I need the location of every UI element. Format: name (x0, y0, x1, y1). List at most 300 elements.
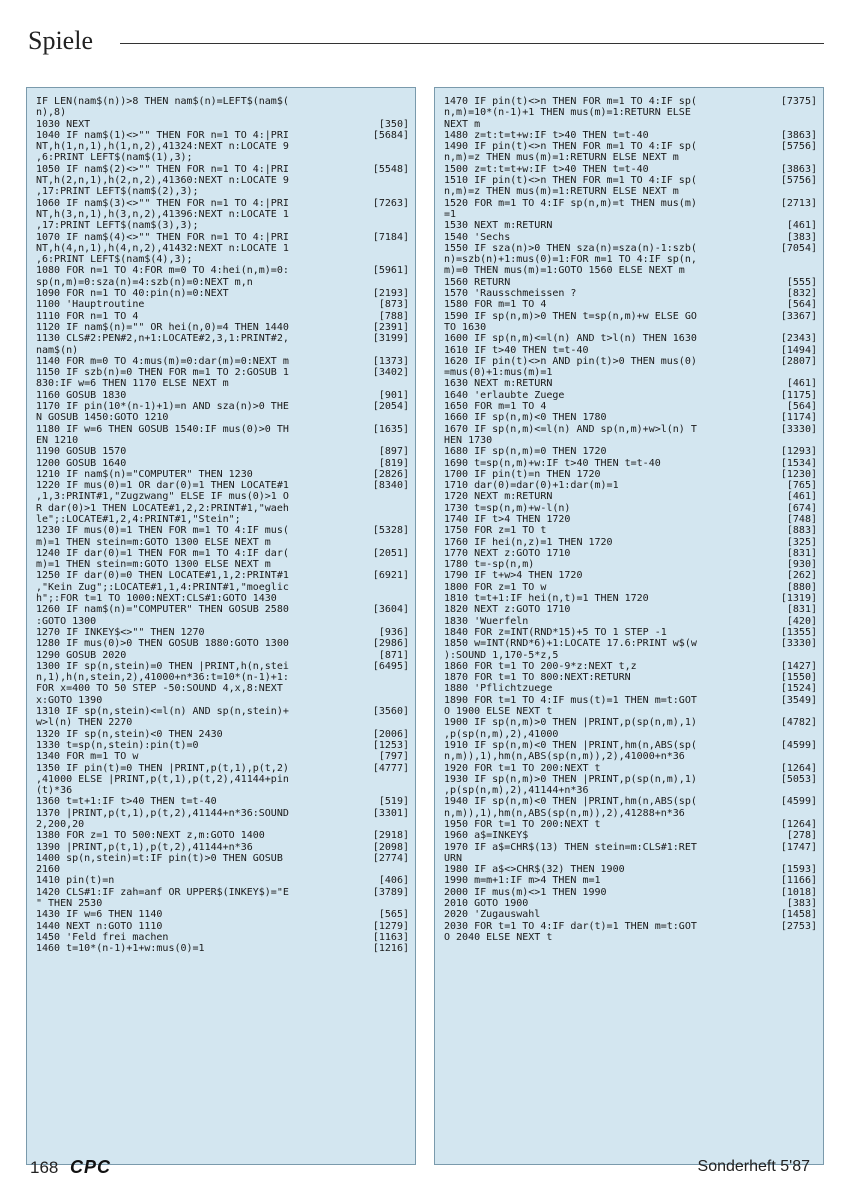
code-text: 1580 FOR m=1 TO 4 (444, 299, 547, 311)
code-line (36, 390, 409, 401)
code-text: 1850 w=INT(RND*6)+1:LOCATE 17.6:PRINT w$(w (444, 638, 697, 650)
code-text: 1570 'Rausschmeissen ? (444, 288, 577, 300)
code-line (36, 299, 409, 310)
code-text: 1900 IF sp(n,m)>0 THEN |PRINT,p(sp(n,m),1) (444, 717, 697, 729)
code-text: 2000 IF mus(m)<>1 THEN 1990 (444, 886, 607, 898)
code-text: 2030 FOR t=1 TO 4:IF dar(t)=1 THEN m=t:GOT (444, 920, 697, 932)
code-text: 1120 IF nam$(n)="" OR hei(n,0)=4 THEN 1440 (36, 321, 289, 333)
checksum: [565] (378, 909, 409, 921)
code-line (36, 220, 409, 231)
code-line (444, 424, 817, 435)
code-text: w>l(n) THEN 2270 (36, 717, 133, 729)
code-line (36, 537, 409, 548)
checksum: [2713] (780, 197, 817, 209)
code-line (36, 672, 409, 683)
code-line (444, 356, 817, 367)
code-line (36, 548, 409, 559)
code-line (444, 288, 817, 299)
checksum: [2753] (780, 920, 817, 932)
code-line (444, 887, 817, 898)
code-line (444, 627, 817, 638)
code-line (444, 819, 817, 830)
code-line (36, 141, 409, 152)
code-text: 1980 IF a$<>CHR$(32) THEN 1900 (444, 864, 625, 876)
code-line (444, 175, 817, 186)
checksum: [788] (378, 310, 409, 322)
code-text: 1070 IF nam$(4)<>"" THEN FOR n=1 TO 4:|PRI (36, 231, 289, 243)
checksum: [1458] (780, 909, 817, 921)
code-line (444, 842, 817, 853)
code-line (36, 943, 409, 954)
code-text: 1890 FOR t=1 TO 4:IF mus(t)=1 THEN m=t:GOT (444, 694, 697, 706)
code-line (444, 232, 817, 243)
code-text: 1130 CLS#2:PEN#2,n+1:LOCATE#2,3,1:PRINT#2, (36, 333, 289, 345)
code-line (36, 164, 409, 175)
code-line (444, 672, 817, 683)
code-text: 1250 IF dar(0)=0 THEN LOCATE#1,1,2:PRINT#1 (36, 570, 289, 582)
code-line (36, 717, 409, 728)
code-line (36, 232, 409, 243)
page-header (28, 26, 824, 56)
code-text: 1740 IF t>4 THEN 1720 (444, 513, 571, 525)
checksum: [1216] (372, 943, 409, 955)
code-text: 1530 NEXT m:RETURN (444, 220, 553, 232)
code-line (444, 390, 817, 401)
code-line (36, 638, 409, 649)
code-text: nam$(n) (36, 344, 79, 356)
code-text: 1260 IF nam$(n)="COMPUTER" THEN GOSUB 2580 (36, 604, 289, 616)
code-line (444, 751, 817, 762)
code-text: 1330 t=sp(n,stein):pin(t)=0 (36, 739, 199, 751)
code-text: sp(n,m)=0:sza(n)=4:szb(n)=0:NEXT m,n (36, 276, 253, 288)
code-line (444, 932, 817, 943)
code-line (444, 311, 817, 322)
checksum: [2051] (372, 547, 409, 559)
code-line (36, 525, 409, 536)
code-text: m)=1 THEN stein=m:GOTO 1300 ELSE NEXT m (36, 559, 271, 571)
code-text: ,"Kein Zug";:LOCATE#1,1,4:PRINT#1,"moeglic (36, 581, 289, 593)
checksum: [883] (786, 525, 817, 537)
checksum: [4777] (372, 762, 409, 774)
code-text: =1 (444, 208, 457, 220)
code-line (36, 785, 409, 796)
code-line (444, 650, 817, 661)
code-line (36, 763, 409, 774)
code-line (36, 842, 409, 853)
checksum: [797] (378, 751, 409, 763)
code-line (444, 265, 817, 276)
checksum: [2098] (372, 841, 409, 853)
code-line (36, 932, 409, 943)
code-text: 1800 FOR z=1 TO w (444, 581, 547, 593)
code-line (36, 119, 409, 130)
code-line (444, 796, 817, 807)
checksum: [5548] (372, 163, 409, 175)
code-line (444, 345, 817, 356)
code-line (36, 265, 409, 276)
code-line (444, 503, 817, 514)
code-text: n,m)),1),hm(n,ABS(sp(n,m)),2),41000+n*36 (444, 751, 685, 763)
checksum: [1279] (372, 920, 409, 932)
code-text: 1660 IF sp(n,m)<0 THEN 1780 (444, 412, 607, 424)
checksum: [3301] (372, 807, 409, 819)
code-line (444, 458, 817, 469)
code-text: ,17:PRINT LEFT$(nam$(2),3); (36, 186, 199, 198)
code-text: 1870 FOR t=1 TO 800:NEXT:RETURN (444, 672, 631, 684)
checksum: [1427] (780, 660, 817, 672)
code-line (36, 469, 409, 480)
code-text: R dar(0)>1 THEN LOCATE#1,2,2:PRINT#1,"waeh (36, 502, 289, 514)
code-line (36, 909, 409, 920)
code-text: 1860 FOR t=1 TO 200-9*z:NEXT t,z (444, 660, 637, 672)
checksum: [7263] (372, 197, 409, 209)
code-line (36, 570, 409, 581)
code-line (36, 921, 409, 932)
code-line (36, 288, 409, 299)
code-text: n),8) (36, 107, 67, 119)
code-line (444, 435, 817, 446)
checksum: [7375] (780, 96, 817, 107)
checksum: [3199] (372, 333, 409, 345)
code-text: 1650 FOR m=1 TO 4 (444, 401, 547, 413)
code-text: =mus(0)+1:mus(m)=1 (444, 367, 553, 379)
checksum: [901] (378, 389, 409, 401)
checksum: [383] (786, 898, 817, 910)
section-title: Spiele (28, 26, 93, 55)
code-text: 830:IF w=6 THEN 1170 ELSE NEXT m (36, 378, 229, 390)
code-line (444, 491, 817, 502)
code-text: 1380 FOR z=1 TO 500:NEXT z,m:GOTO 1400 (36, 830, 265, 842)
code-line (444, 570, 817, 581)
code-line (36, 356, 409, 367)
code-line (444, 254, 817, 265)
code-line (36, 243, 409, 254)
code-text: 1960 a$=INKEY$ (444, 830, 529, 842)
code-text: 1710 dar(0)=dar(0)+1:dar(m)=1 (444, 480, 619, 492)
code-line (444, 729, 817, 740)
checksum: [936] (378, 626, 409, 638)
checksum: [1230] (780, 468, 817, 480)
code-text: 1560 RETURN (444, 276, 511, 288)
code-text: 1210 IF nam$(n)="COMPUTER" THEN 1230 (36, 468, 253, 480)
code-line (444, 322, 817, 333)
code-text: 2020 'Zugauswahl (444, 909, 541, 921)
checksum: [8340] (372, 480, 409, 492)
code-line (36, 96, 409, 107)
checksum: [461] (786, 220, 817, 232)
checksum: [1494] (780, 344, 817, 356)
code-text: 1090 FOR n=1 TO 40:pin(n)=0:NEXT (36, 288, 229, 300)
code-line (36, 333, 409, 344)
code-text: 1930 IF sp(n,m)>0 THEN |PRINT,p(sp(n,m),1) (444, 773, 697, 785)
code-text: NT,h(4,n,1),h(4,n,2),41432:NEXT n:LOCATE 1 (36, 242, 289, 254)
code-line (444, 763, 817, 774)
code-text: :GOTO 1300 (36, 615, 97, 627)
code-line (444, 864, 817, 875)
checksum: [461] (786, 378, 817, 390)
code-text: 1540 'Sechs (444, 231, 511, 243)
code-text: 1200 GOSUB 1640 (36, 457, 127, 469)
checksum: [1166] (780, 875, 817, 887)
code-line (444, 683, 817, 694)
code-line (36, 808, 409, 819)
code-line (444, 198, 817, 209)
checksum: [1319] (780, 593, 817, 605)
code-line (444, 875, 817, 886)
code-text: n,m)=z THEN mus(m)=1:RETURN ELSE NEXT m (444, 152, 679, 164)
code-text: TO 1630 (444, 321, 487, 333)
listing-column-left (26, 87, 416, 1165)
code-text: NT,h(3,n,1),h(3,n,2),41396:NEXT n:LOCATE 1 (36, 208, 289, 220)
code-line (444, 740, 817, 751)
checksum: [1018] (780, 886, 817, 898)
code-text: ,p(sp(n,m),2),41000 (444, 728, 559, 740)
code-line (36, 853, 409, 864)
code-text: 1340 FOR m=1 TO w (36, 751, 139, 763)
code-line (36, 582, 409, 593)
checksum: [1747] (780, 841, 817, 853)
code-text: NT,h(1,n,1),h(1,n,2),41324:NEXT n:LOCATE 9 (36, 141, 289, 153)
checksum: [3549] (780, 694, 817, 706)
checksum: [873] (378, 299, 409, 311)
code-line (36, 412, 409, 423)
code-text: 2010 GOTO 1900 (444, 898, 529, 910)
code-line (36, 503, 409, 514)
listing-right-content (444, 96, 817, 1158)
checksum: [2391] (372, 321, 409, 333)
checksum: [2006] (372, 728, 409, 740)
checksum: [420] (786, 615, 817, 627)
code-line (444, 367, 817, 378)
code-text: ,p(sp(n,m),2),41144+n*36 (444, 785, 589, 797)
code-text: 1100 'Hauptroutine (36, 299, 145, 311)
code-text: 1760 IF hei(n,z)=1 THEN 1720 (444, 536, 613, 548)
listing-left-content (36, 96, 409, 1158)
code-text: n)=szb(n)+1:mus(0)=1:FOR m=1 TO 4:IF sp(n, (444, 254, 697, 266)
code-text: 1400 sp(n,stein)=t:IF pin(t)>0 THEN GOSUB (36, 852, 283, 864)
code-line (36, 830, 409, 841)
code-line (36, 367, 409, 378)
code-line (444, 152, 817, 163)
code-text: 1420 CLS#1:IF zah=anf OR UPPER$(INKEY$)="E (36, 886, 289, 898)
code-line (444, 277, 817, 288)
checksum: [765] (786, 480, 817, 492)
checksum: [3402] (372, 367, 409, 379)
code-line (36, 650, 409, 661)
code-line (36, 683, 409, 694)
code-line (444, 785, 817, 796)
checksum: [3560] (372, 706, 409, 718)
checksum: [564] (786, 299, 817, 311)
code-line (36, 740, 409, 751)
checksum: [1174] (780, 412, 817, 424)
checksum: [832] (786, 288, 817, 300)
code-text: (t)*36 (36, 785, 73, 797)
code-text: 1750 FOR z=1 TO t (444, 525, 547, 537)
code-text: 1190 GOSUB 1570 (36, 446, 127, 458)
code-line (36, 751, 409, 762)
code-line (36, 627, 409, 638)
code-text: 1390 |PRINT,p(t,1),p(t,2),41144+n*36 (36, 841, 253, 853)
checksum: [3863] (780, 129, 817, 141)
checksum: [1293] (780, 446, 817, 458)
code-line (444, 830, 817, 841)
code-text: 1290 GOSUB 2020 (36, 649, 127, 661)
code-text: 1450 'Feld frei machen (36, 931, 169, 943)
code-line (36, 695, 409, 706)
code-line (444, 220, 817, 231)
code-text: 1780 t=-sp(n,m) (444, 559, 535, 571)
code-text: 1590 IF sp(n,m)>0 THEN t=sp(n,m)+w ELSE GO (444, 310, 697, 322)
magazine-logo: CPC (70, 1157, 112, 1177)
checksum: [1264] (780, 819, 817, 830)
code-text: n,m)=10*(n-1)+1 THEN mus(m)=1:RETURN ELSE (444, 107, 691, 119)
code-text: 1640 'erlaubte Zuege (444, 389, 565, 401)
code-text: ,41000 ELSE |PRINT,p(t,1),p(t,2),41144+pin (36, 773, 289, 785)
checksum: [3330] (780, 638, 817, 650)
code-text: 1620 IF pin(t)<>n AND pin(t)>0 THEN mus(0) (444, 355, 697, 367)
page-number: 168 (30, 1158, 59, 1177)
code-line (444, 107, 817, 118)
checksum: [278] (786, 830, 817, 842)
checksum: [262] (786, 570, 817, 582)
checksum: [5684] (372, 129, 409, 141)
code-line (444, 480, 817, 491)
checksum: [1175] (780, 389, 817, 401)
code-line (36, 175, 409, 186)
code-line (444, 706, 817, 717)
code-line (36, 514, 409, 525)
code-text: 1940 IF sp(n,m)<0 THEN |PRINT,hm(n,ABS(sp( (444, 796, 697, 808)
checksum: [831] (786, 604, 817, 616)
code-line (36, 819, 409, 830)
code-line (36, 661, 409, 672)
checksum: [519] (378, 796, 409, 808)
checksum: [930] (786, 559, 817, 571)
code-line (36, 729, 409, 740)
issue-label: Sonderheft 5'87 (697, 1158, 810, 1175)
code-text: 1320 IF sp(n,stein)<0 THEN 2430 (36, 728, 223, 740)
checksum: [674] (786, 502, 817, 514)
code-line (444, 548, 817, 559)
code-line (444, 130, 817, 141)
code-text: 1990 m=m+1:IF m>4 THEN m=1 (444, 875, 601, 887)
code-line (36, 616, 409, 627)
checksum: [383] (786, 231, 817, 243)
code-text: 1510 IF pin(t)<>n THEN FOR m=1 TO 4:IF sp( (444, 175, 697, 187)
checksum: [1550] (780, 672, 817, 684)
checksum: [325] (786, 536, 817, 548)
code-line (444, 514, 817, 525)
code-line (36, 345, 409, 356)
checksum: [406] (378, 875, 409, 887)
checksum: [3604] (372, 604, 409, 616)
checksum: [5053] (780, 773, 817, 785)
code-text: le";:LOCATE#1,2,4:PRINT#1,"Stein"; (36, 513, 241, 525)
code-text: " THEN 2530 (36, 898, 103, 910)
code-text: 1370 |PRINT,p(t,1),p(t,2),41144+n*36:SOUND (36, 807, 289, 819)
code-line (444, 96, 817, 107)
code-line (36, 604, 409, 615)
code-text: 1430 IF w=6 THEN 1140 (36, 909, 163, 921)
code-text: O 2040 ELSE NEXT t (444, 931, 553, 943)
code-text: 1500 z=t:t=t+w:IF t>40 THEN t=t-40 (444, 163, 649, 175)
code-line (36, 186, 409, 197)
code-line (36, 254, 409, 265)
checksum: [2826] (372, 468, 409, 480)
code-text: 1630 NEXT m:RETURN (444, 378, 553, 390)
checksum: [2193] (372, 288, 409, 300)
code-line (444, 141, 817, 152)
code-text: n,m)=z THEN mus(m)=1:RETURN ELSE NEXT m (444, 186, 679, 198)
code-line (36, 130, 409, 141)
code-text: 1110 FOR n=1 TO 4 (36, 310, 139, 322)
checksum: [1163] (372, 931, 409, 943)
code-line (36, 796, 409, 807)
code-text: 1830 'Wuerfeln (444, 615, 529, 627)
checksum: [350] (378, 118, 409, 130)
code-text: URN (444, 852, 463, 864)
code-text: ):SOUND 1,170-5*z,5 (444, 649, 559, 661)
code-text: ,6:PRINT LEFT$(nam$(4),3); (36, 254, 193, 266)
code-text: 1040 IF nam$(1)<>"" THEN FOR n=1 TO 4:|PRI (36, 129, 289, 141)
code-text: 1840 FOR z=INT(RND*15)+5 TO 1 STEP -1 (444, 626, 667, 638)
code-line (444, 616, 817, 627)
checksum: [1593] (780, 864, 817, 876)
code-line (36, 107, 409, 118)
code-text: 1970 IF a$=CHR$(13) THEN stein=m:CLS#1:RET (444, 841, 697, 853)
code-text: 1270 IF INKEY$<>"" THEN 1270 (36, 626, 205, 638)
code-text: ,17:PRINT LEFT$(nam$(3),3); (36, 220, 199, 232)
code-text: 1170 IF pin(10*(n-1)+1)=n AND sza(n)>0 THE (36, 401, 289, 413)
code-line (444, 378, 817, 389)
checksum: [1355] (780, 626, 817, 638)
code-text: 1820 NEXT z:GOTO 1710 (444, 604, 571, 616)
checksum: [819] (378, 457, 409, 469)
code-line (36, 898, 409, 909)
code-text: 1720 NEXT m:RETURN (444, 491, 553, 503)
code-text: m)=0 THEN mus(m)=1:GOTO 1560 ELSE NEXT m (444, 265, 685, 277)
checksum: [7184] (372, 231, 409, 243)
checksum: [1264] (780, 762, 817, 774)
checksum: [564] (786, 401, 817, 413)
code-text: ,1,3:PRINT#1,"Zugzwang" ELSE IF mus(0)>1 O (36, 491, 289, 503)
checksum: [4599] (780, 739, 817, 751)
code-line (36, 435, 409, 446)
code-line (444, 661, 817, 672)
code-line (444, 401, 817, 412)
code-line (444, 593, 817, 604)
checksum: [897] (378, 446, 409, 458)
code-text: 1880 'Pflichtzuege (444, 683, 553, 695)
code-text: 1360 t=t+1:IF t>40 THEN t=t-40 (36, 796, 217, 808)
checksum: [4782] (780, 717, 817, 729)
checksum: [831] (786, 547, 817, 559)
code-text: 1460 t=10*(n-1)+1+w:mus(0)=1 (36, 943, 205, 955)
code-text: 1610 IF t>40 THEN t=t-40 (444, 344, 589, 356)
code-text: 1230 IF mus(0)=1 THEN FOR m=1 TO 4:IF mus( (36, 525, 289, 537)
code-line (444, 164, 817, 175)
code-text: 1050 IF nam$(2)<>"" THEN FOR n=1 TO 4:|PRI (36, 163, 289, 175)
code-line (36, 864, 409, 875)
checksum: [880] (786, 581, 817, 593)
code-text: 1810 t=t+1:IF hei(n,t)=1 THEN 1720 (444, 593, 649, 605)
checksum: [2343] (780, 333, 817, 345)
checksum: [3367] (780, 310, 817, 322)
code-line (444, 243, 817, 254)
code-line (444, 921, 817, 932)
code-line (36, 424, 409, 435)
